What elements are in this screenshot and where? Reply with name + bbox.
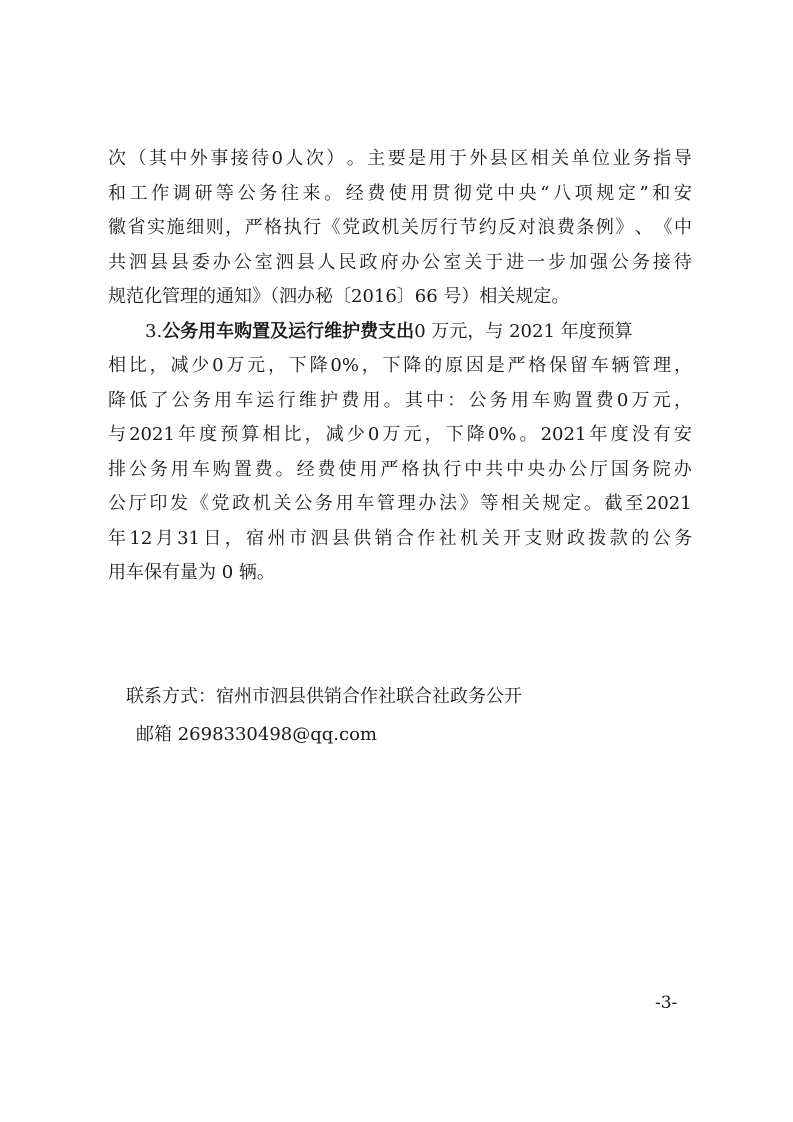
contact-email-line: 邮箱 2698330498@qq.com: [136, 724, 377, 745]
paragraph-line: 次 （ 其 中 外 事 接 待 0 人 次 ） 。 主 要 是 用 于 外 县 区 相 关 单 位 业 务 指 导: [108, 148, 692, 169]
paragraph-line: 公 厅 印 发 《 党 政 机 关 公 务 用 车 管 理 办 法 》 等 相 关 规 定 。 截 至 2021: [108, 493, 692, 514]
paragraph-line: 排 公 务 用 车 购 置 费 。 经 费 使 用 严 格 执 行 中 共 中 央 办 公 厅 国 务 院 办: [108, 458, 692, 480]
contact-line: 联系方式：宿州市泗县供销合作社联合社政务公开: [126, 686, 522, 707]
page-number: -3-: [655, 993, 678, 1013]
paragraph-line: 共 泗 县 县 委 办 公 室 泗 县 人 民 政 府 办 公 室 关 于 进 一 步 加 强 公 务 接 待: [108, 251, 692, 273]
paragraph-first-line: [108, 315, 692, 350]
paragraph-line: 规范化管理的通知》（泗办秘〔2016〕66 号）相关规定。: [108, 286, 570, 307]
section-heading: 公务用车购置及运行维护费支出: [162, 320, 415, 342]
item-number: 3.: [145, 320, 163, 342]
heading-continuation: 0 万元，与 2021 年度预算: [414, 320, 633, 342]
paragraph-official-reception: [108, 142, 692, 315]
paragraph-line: 与 2021 年 度 预 算 相 比 ， 减 少 0 万 元 ， 下 降 0% 。 2021 年 度 没 有 安: [108, 424, 692, 445]
contact-info: [126, 678, 522, 754]
paragraph-vehicle-expenses: [108, 315, 692, 591]
body-text: [108, 142, 692, 591]
paragraph-line: 相 比 ， 减 少 0 万 元 ， 下 降 0% ， 下 降 的 原 因 是 严 格 保 留 车 辆 管 理 ，: [108, 355, 692, 376]
paragraph-line: 徽 省 实 施 细 则 ， 严 格 执 行 《 党 政 机 关 厉 行 节 约 反 对 浪 费 条 例 》 、 《 中: [108, 217, 692, 238]
paragraph-line: 年 12 月 31 日 ， 宿 州 市 泗 县 供 销 合 作 社 机 关 开 支 财 政 拨 款 的 公 务: [108, 527, 692, 549]
paragraph-line: 用车保有量为 0 辆。: [108, 562, 275, 583]
paragraph-line: 和 工 作 调 研 等 公 务 往 来 。 经 费 使 用 贯 彻 党 中 央 “ 八 项 规 定 ” 和 安: [108, 182, 692, 204]
paragraph-line: 降 低 了 公 务 用 车 运 行 维 护 费 用 。 其 中 ： 公 务 用 车 购 置 费 0 万 元 ，: [108, 389, 692, 411]
